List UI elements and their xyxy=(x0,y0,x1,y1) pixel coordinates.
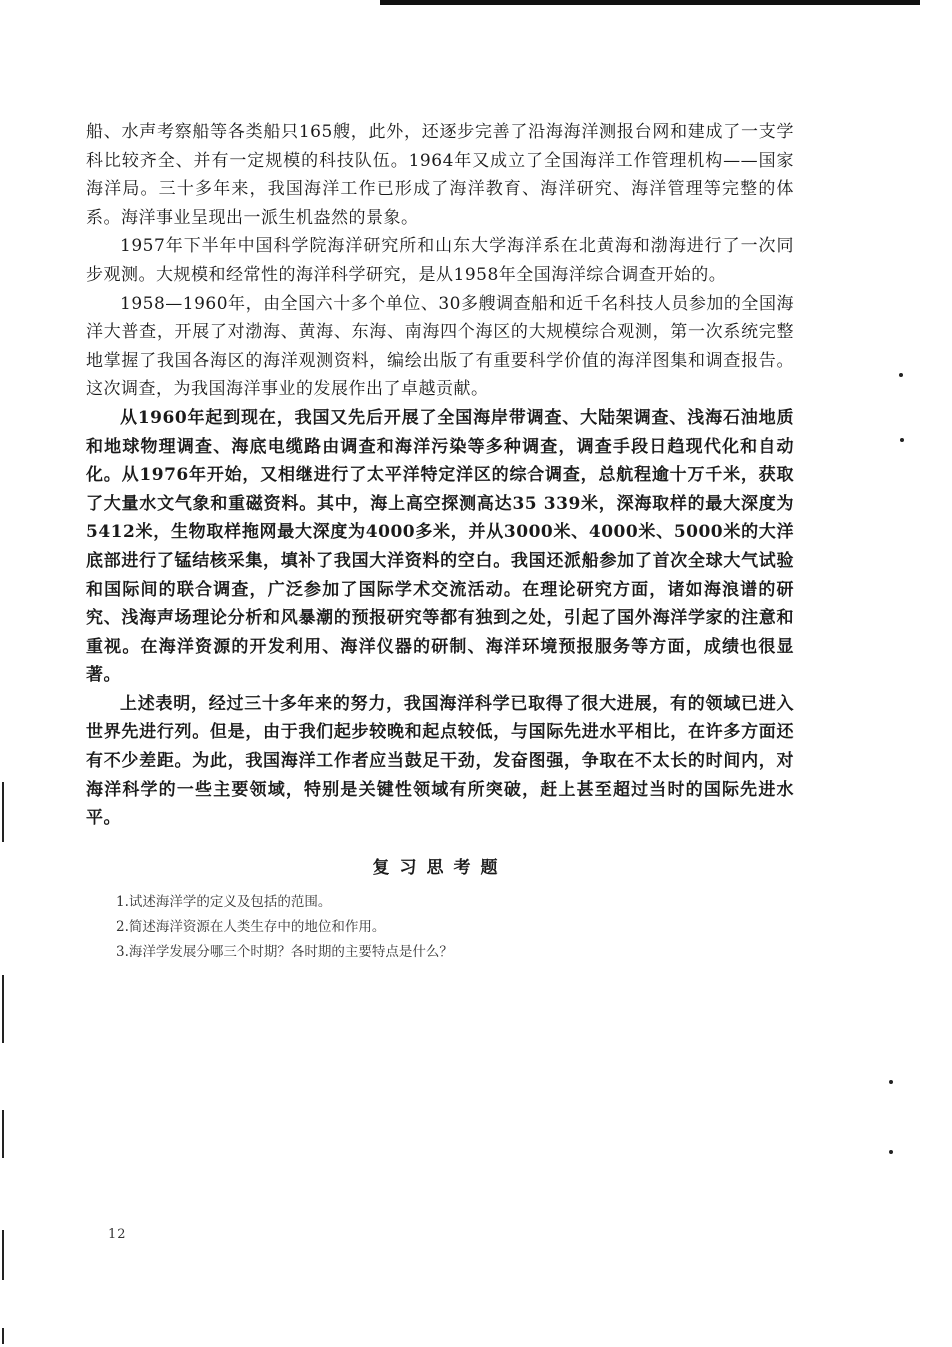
scan-mark-left xyxy=(2,782,4,842)
paragraph-continuation: 船、水声考察船等各类船只165艘，此外，还逐步完善了沿海海洋测报台网和建成了一支学科比较齐全、并有一定规模的科技队伍。1964年又成立了全国海洋工作管理机构——国家海洋局。三十多年来，我国海洋工作已形成了海洋教育、海洋研究、海洋管理等完整的体系。海洋事业呈现出一派生机盎然的景象。 xyxy=(86,122,794,228)
scan-dot xyxy=(899,373,903,377)
review-question: 1.试述海洋学的定义及包括的范围。 xyxy=(116,893,332,910)
scan-mark-left xyxy=(2,1230,4,1280)
review-question-list xyxy=(86,890,794,965)
top-rule xyxy=(380,0,920,5)
page-body xyxy=(86,118,794,965)
review-question: 2.简述海洋资源在人类生存中的地位和作用。 xyxy=(116,918,386,935)
scan-mark-left xyxy=(2,1328,4,1344)
paragraph-conclusion: 上述表明，经过三十多年来的努力，我国海洋科学已取得了很大进展，有的领域已进入世界先进行列。但是，由于我们起步较晚和起点较低，与国际先进水平相比，在许多方面还有不少差距。为此，我国海洋工作者应当鼓足干劲，发奋图强，争取在不太长的时间内，对海洋科学的一些主要领域，特别是关键性领域有所突破，赶上甚至超过当时的国际先进水平。 xyxy=(86,693,794,829)
review-question: 3.海洋学发展分哪三个时期？各时期的主要特点是什么？ xyxy=(116,943,453,960)
paragraph-1958-census: 1958—1960年，由全国六十多个单位、30多艘调查船和近千名科技人员参加的全国海洋大普查，开展了对渤海、黄海、东海、南海四个海区的大规模综合观测，第一次系统完整地掌握了我国各海区的海洋观测资料，编绘出版了有重要科学价值的海洋图集和调查报告。这次调查，为我国海洋事业的发展作出了卓越贡献。 xyxy=(86,293,794,400)
scan-mark-left xyxy=(2,975,4,1043)
scan-dot xyxy=(889,1150,893,1154)
paragraph-1960-onwards: 从1960年起到现在，我国又先后开展了全国海岸带调查、大陆架调查、浅海石油地质和地球物理调查、海底电缆路由调查和海洋污染等多种调查，调查手段日趋现代化和自动化。从1976年开始，又相继进行了太平洋特定洋区的综合调查，总航程逾十万千米，获取了大量水文气象和重磁资料。其中，海上高空探测高达35 339米，深海取样的最大深度为5412米，生物取样拖网最大深度为4000多米，并从3000米、4000米、5000米的大洋底部进行了锰结核采集，填补了我国大洋资料的空白。我国还派船参加了首次全球大气试验和国际间的联合调查，广泛参加了国际学术交流活动。在理论研究方面，诸如海浪谱的研究、浅海声场理论分析和风暴潮的预报研究等都有独到之处，引起了国外海洋学家的注意和重视。在海洋资源的开发利用、海洋仪器的研制、海洋环境预报服务等方面，成绩也很显著。 xyxy=(86,407,794,686)
review-heading: 复习思考题 xyxy=(372,857,508,878)
scan-dot xyxy=(900,438,904,442)
scan-dot xyxy=(889,1080,893,1084)
scan-mark-left xyxy=(2,1110,4,1158)
page-number: 12 xyxy=(108,1227,127,1242)
paragraph-1957-survey: 1957年下半年中国科学院海洋研究所和山东大学海洋系在北黄海和渤海进行了一次同步观测。大规模和经常性的海洋科学研究，是从1958年全国海洋综合调查开始的。 xyxy=(86,236,794,285)
